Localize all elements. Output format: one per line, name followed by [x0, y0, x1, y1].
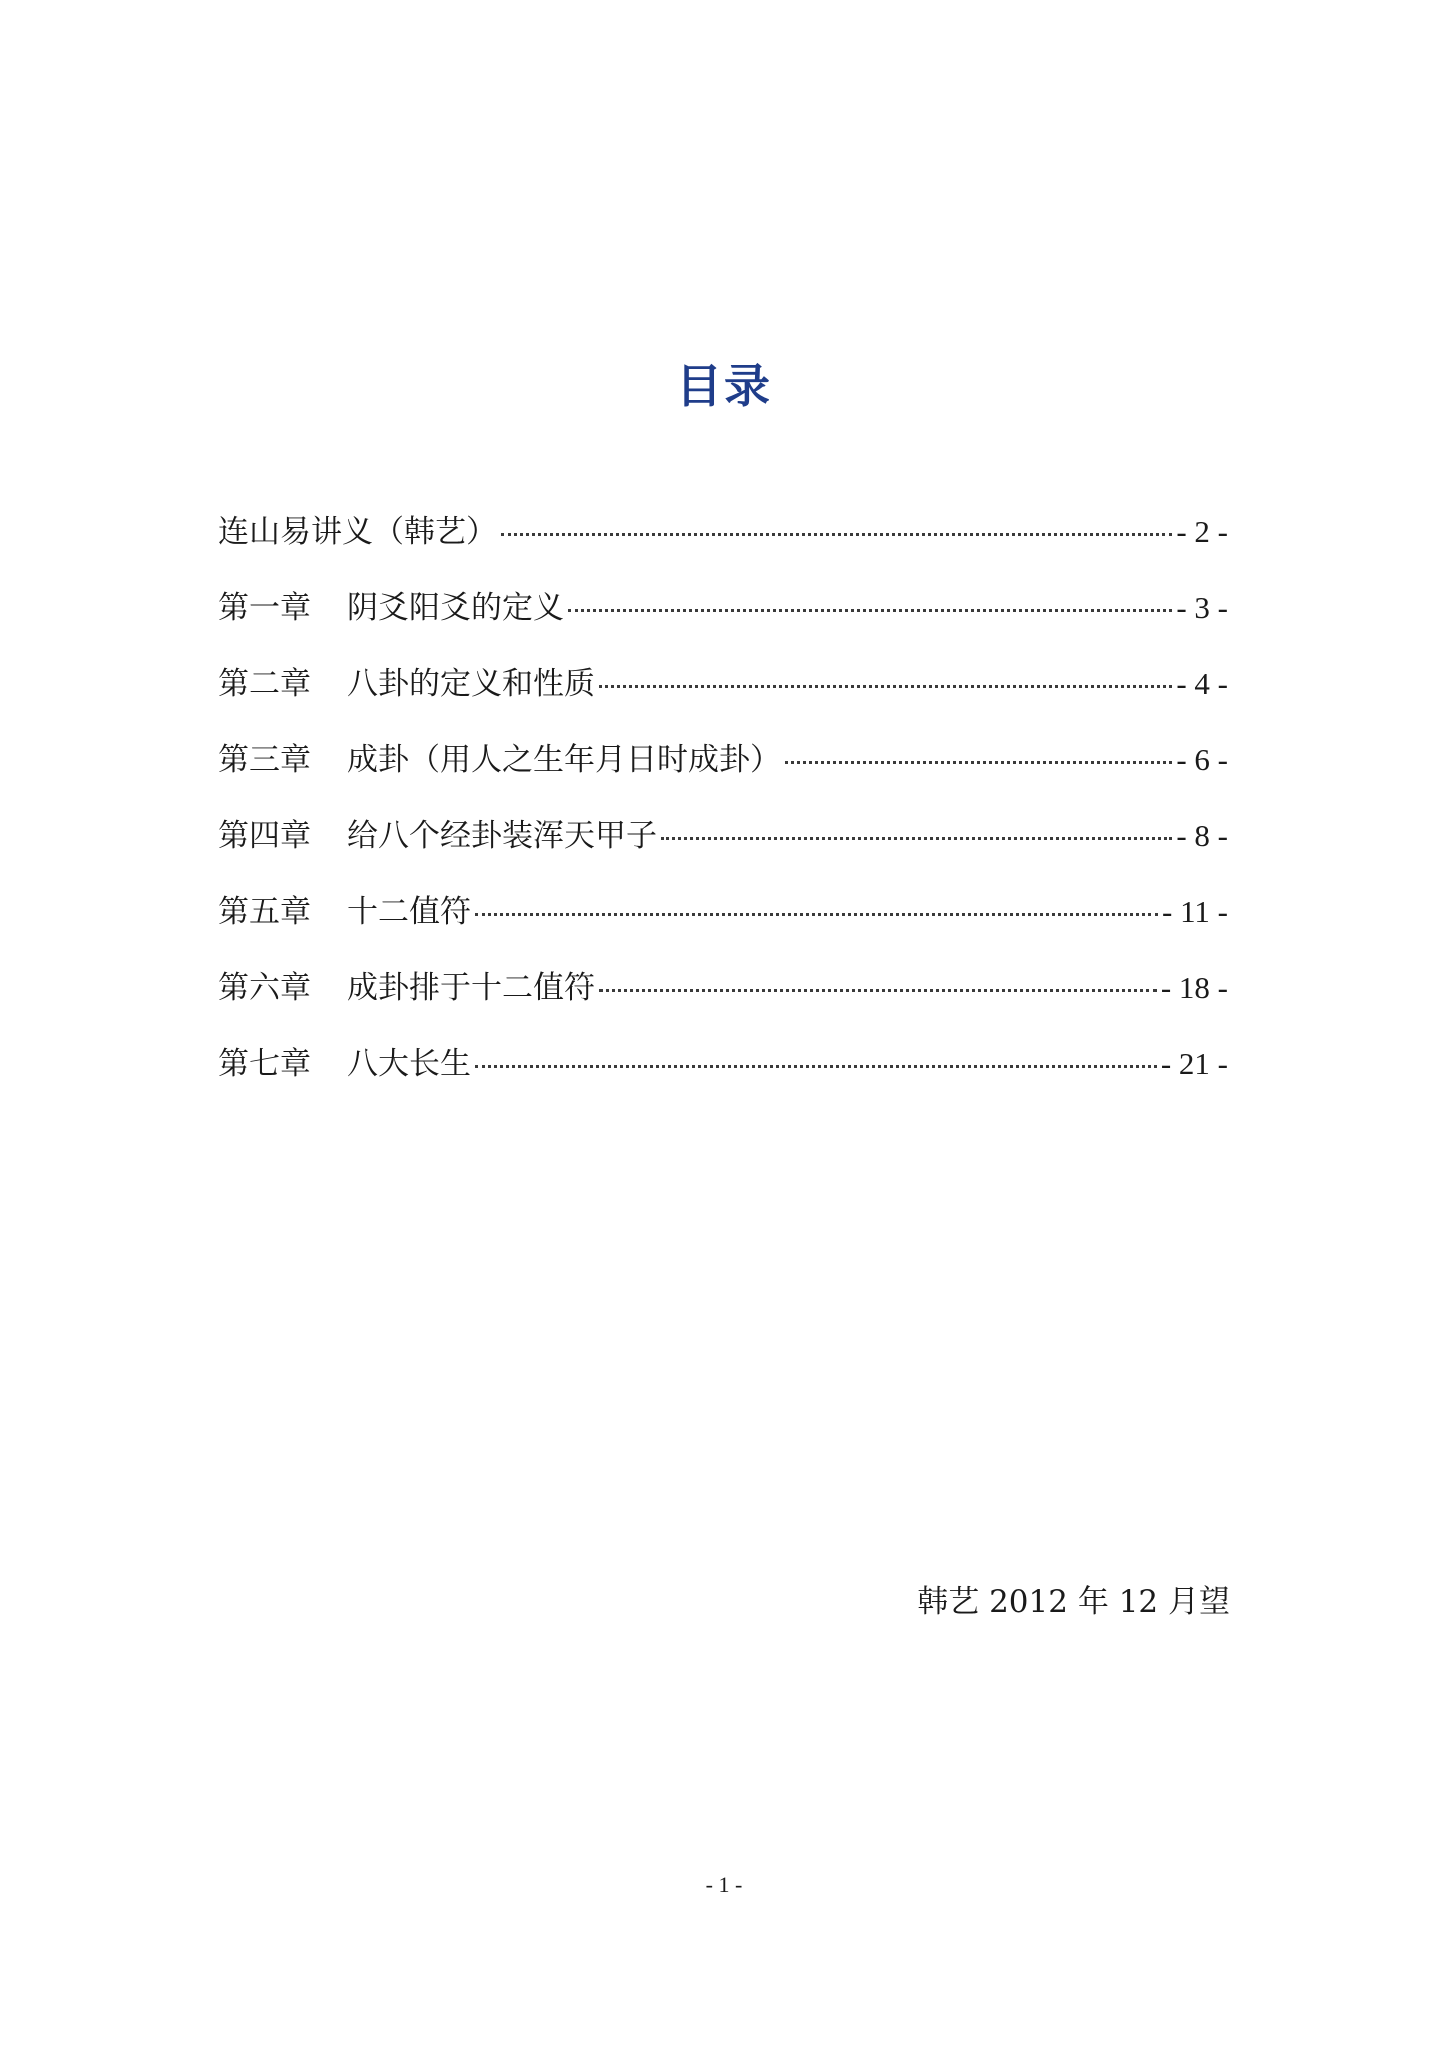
toc-entry[interactable]	[218, 816, 1228, 892]
toc-heading: 成卦排于十二值符	[347, 970, 595, 1006]
toc-leader-dots	[568, 609, 1172, 612]
footer-page-number: - 1 -	[705, 1872, 743, 1897]
toc-chapter: 第一章	[218, 590, 311, 626]
toc-entry[interactable]	[218, 892, 1228, 968]
toc-page-number: - 21 -	[1160, 1046, 1228, 1081]
toc-leader-dots	[501, 533, 1172, 536]
toc-chapter: 第三章	[218, 742, 311, 778]
toc-chapter: 第五章	[218, 894, 311, 930]
author-signature-date: 韩艺 2012 年 12 月望	[917, 1584, 1230, 1620]
toc-leader-dots	[599, 685, 1172, 688]
toc-page-number: - 18 -	[1160, 970, 1228, 1005]
toc-leader-dots	[661, 837, 1172, 840]
toc-title: 目录	[676, 359, 772, 413]
toc-entry[interactable]	[218, 588, 1228, 664]
toc-leader-dots	[475, 913, 1158, 916]
toc-chapter: 第四章	[218, 818, 311, 854]
toc-page-number: - 6 -	[1176, 742, 1228, 777]
toc-leader-dots	[785, 761, 1172, 764]
toc-heading: 阴爻阳爻的定义	[347, 590, 564, 626]
toc-entry[interactable]	[218, 968, 1228, 1044]
toc-heading: 八卦的定义和性质	[347, 666, 595, 702]
toc-entry[interactable]	[218, 740, 1228, 816]
toc-heading: 十二值符	[347, 894, 471, 930]
toc-page-number: - 8 -	[1176, 818, 1228, 853]
toc-entry[interactable]	[218, 512, 1228, 588]
toc-entry[interactable]	[218, 664, 1228, 740]
toc-chapter: 第六章	[218, 970, 311, 1006]
toc-chapter: 第二章	[218, 666, 311, 702]
toc-leader-dots	[475, 1065, 1157, 1068]
toc-page-number: - 3 -	[1176, 590, 1228, 625]
toc-chapter: 第七章	[218, 1046, 311, 1082]
toc-heading: 八大长生	[347, 1046, 471, 1082]
toc-heading: 成卦（用人之生年月日时成卦）	[347, 742, 781, 778]
toc-list	[218, 512, 1228, 1120]
toc-page-number: - 4 -	[1176, 666, 1228, 701]
toc-page-number: - 11 -	[1162, 894, 1228, 929]
toc-page-number: - 2 -	[1176, 514, 1228, 549]
toc-entry[interactable]	[218, 1044, 1228, 1120]
toc-leader-dots	[599, 989, 1157, 992]
toc-heading: 连山易讲义（韩艺）	[218, 514, 497, 550]
toc-heading: 给八个经卦装浑天甲子	[347, 818, 657, 854]
